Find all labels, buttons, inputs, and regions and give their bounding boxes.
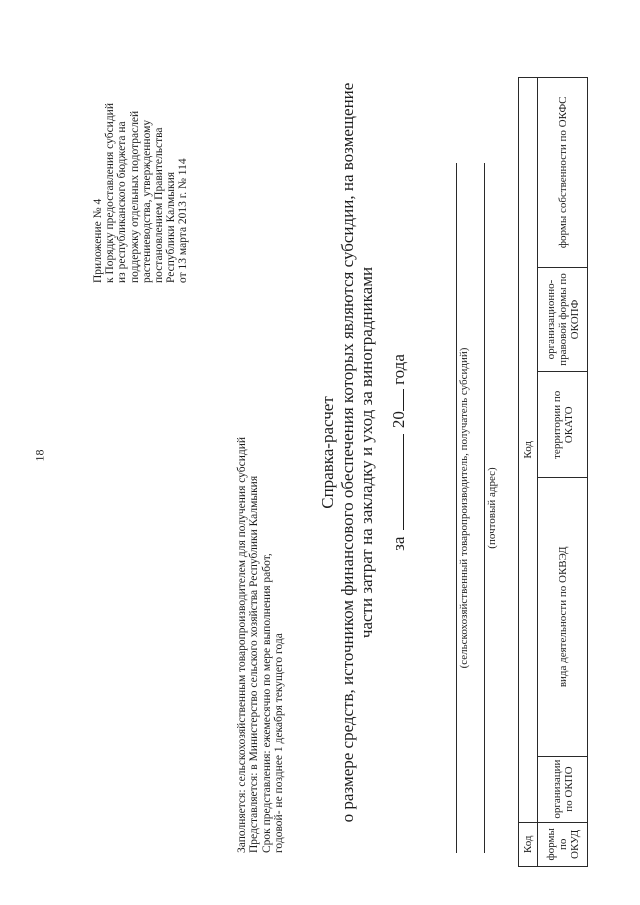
title-line-1: Справка-расчет [318, 396, 337, 509]
appendix-line: из республиканского бюджета на [116, 121, 129, 283]
col-okved: вида деятельности по ОКВЭД [538, 478, 588, 756]
appendix-line: растениеводства, утвержденному [140, 119, 153, 283]
col-okato: территории по ОКАТО [538, 372, 588, 478]
instruction-line: Срок представления: ежемесячно по мере выполнения работ, [260, 553, 273, 853]
period-prefix: за [389, 536, 408, 551]
appendix-line: Приложение № 4 [92, 198, 104, 283]
address-caption: (почтовый адрес) [486, 467, 498, 549]
kod-header-left: Код [519, 822, 538, 866]
kod-header-right: Код [519, 78, 538, 823]
instruction-line: Заполняется: сельскохозяйственным товаропроизводителем для получения субсидий [236, 436, 248, 853]
recipient-caption: (сельскохозяйственный товаропроизводитель, получатель субсидий) [458, 347, 470, 669]
appendix-note [92, 43, 190, 283]
period-year-blank[interactable] [389, 389, 404, 411]
document-title [318, 0, 376, 905]
appendix-line: поддержку отдельных подотраслей [128, 110, 141, 283]
codes-table [518, 77, 588, 867]
reporting-period [389, 0, 409, 905]
col-okfs: формы собственности по ОКФС [538, 78, 588, 268]
col-okopf: организационно-правовой формы по ОКОПФ [538, 267, 588, 372]
col-okud: формы по ОКУД [538, 822, 588, 866]
recipient-field-line[interactable] [456, 163, 457, 853]
appendix-line: к Порядку предоставления субсидий [104, 103, 117, 283]
address-field-line[interactable] [484, 163, 485, 853]
period-year-prefix: 20 [389, 411, 408, 429]
period-suffix: года [389, 354, 408, 385]
title-line-2: о размере средств, источником финансового обеспечения которых являются субсидии, на возмещение [338, 82, 357, 823]
instruction-line: годовой- не позднее 1 декабря текущего года [273, 633, 286, 853]
period-month-blank[interactable] [389, 434, 404, 530]
title-line-3: части затрат на закладку и уход за виноградниками [357, 266, 376, 639]
col-okpo: организации по ОКПО [538, 756, 588, 822]
instruction-line: Представляется: в Министерство сельского хозяйства Республики Калмыкия [248, 475, 261, 853]
appendix-line: от 13 марта 2013 г. № 114 [177, 158, 190, 283]
appendix-line: постановлением Правительства [153, 127, 166, 283]
submission-instructions [236, 393, 286, 853]
page-number: 18 [32, 449, 47, 462]
appendix-line: Республики Калмыкия [165, 171, 178, 283]
